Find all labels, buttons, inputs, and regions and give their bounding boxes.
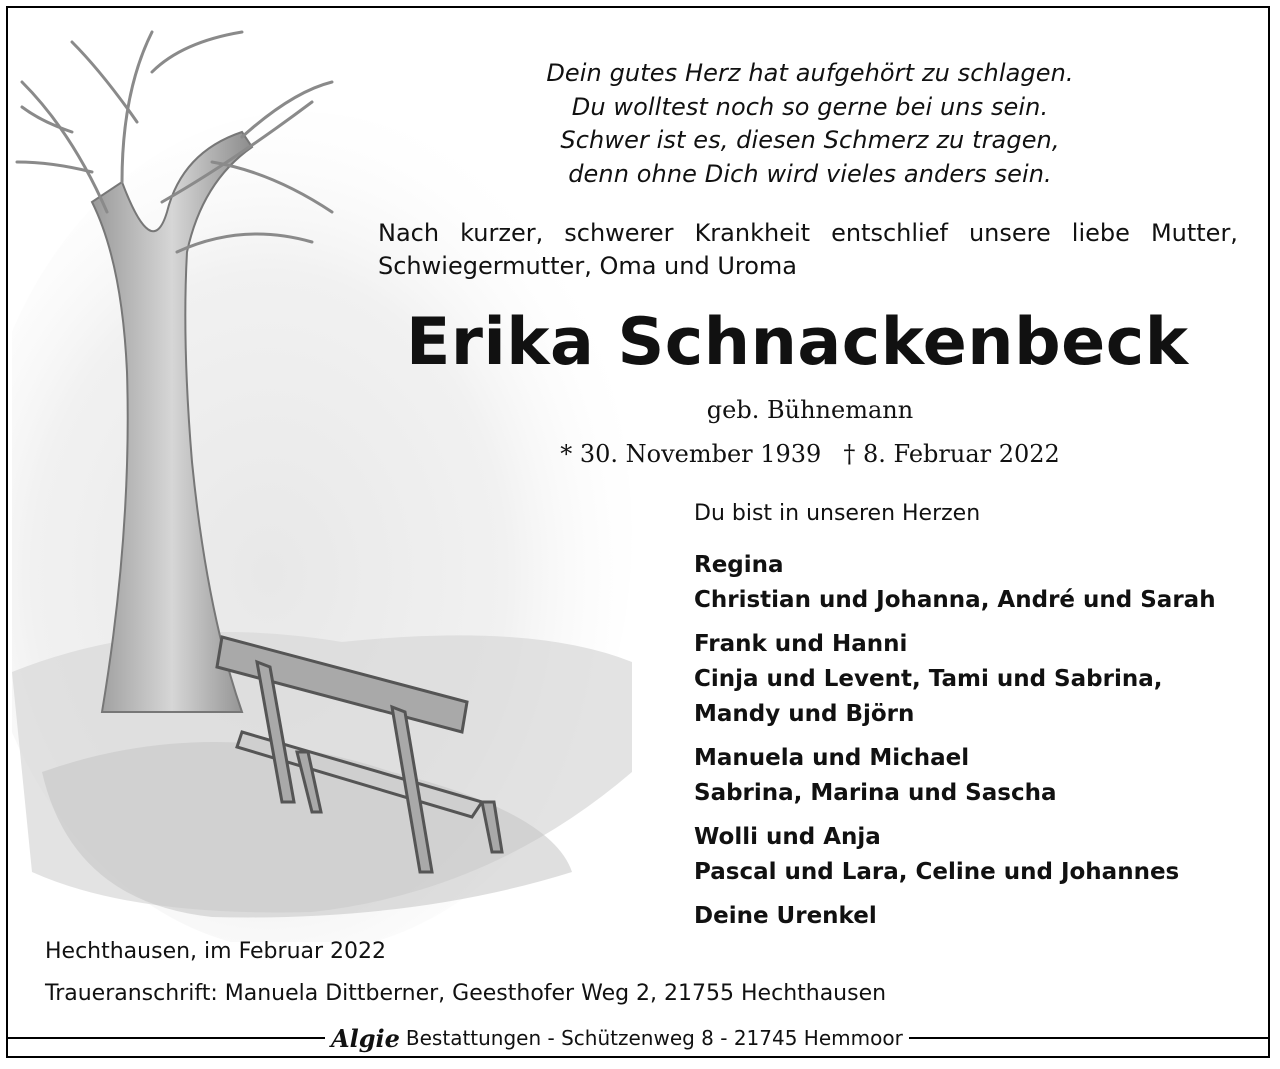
mourner-group [694,548,1216,618]
memorial-poem [520,57,1100,191]
death-date: † 8. Februar 2022 [843,440,1060,468]
mourner-line: Sabrina, Marina und Sascha [694,780,1057,806]
mourner-group [694,820,1216,890]
poem-line: Dein gutes Herz hat aufgehört zu schlagen. [546,59,1074,87]
funeral-home-logo: Algie [331,1023,400,1053]
word: Nach [378,219,440,247]
word: schwerer [564,219,674,247]
word: unsere [968,219,1051,247]
word: Mutter, [1150,219,1238,247]
mourning-address: Traueranschrift: Manuela Dittberner, Geesthofer Weg 2, 21755 Hechthausen [45,981,887,1006]
mourner-line: Manuela und Michael [694,745,970,771]
poem-line: Schwer ist es, diesen Schmerz zu tragen, [560,126,1060,154]
mourner-line: Mandy und Björn [694,701,915,727]
mourner-line: Frank und Hanni [694,631,908,657]
mourner-line: Pascal und Lara, Celine und Johannes [694,859,1180,885]
deceased-name: Erika Schnackenbeck [406,305,1189,380]
birth-date: * 30. November 1939 [560,440,822,468]
word: Krankheit [694,219,811,247]
mourner-line: Wolli und Anja [694,824,881,850]
mourner-line: Regina [694,552,784,578]
announcement-line-2: Schwiegermutter, Oma und Uroma [378,252,798,280]
word: liebe [1071,219,1130,247]
funeral-home-footer [325,1023,909,1053]
announcement-text [378,217,1238,283]
place-and-date: Hechthausen, im Februar 2022 [45,939,387,964]
word: kurzer, [460,219,544,247]
maiden-name: geb. Bühnemann [706,396,914,424]
mourner-line: Christian und Johanna, André und Sarah [694,587,1216,613]
mourner-line: Deine Urenkel [694,903,877,929]
poem-line: Du wolltest noch so gerne bei uns sein. [571,92,1049,121]
mourner-group [694,627,1216,732]
funeral-home-address: Bestattungen - Schützenweg 8 - 21745 Hemmoor [405,1026,903,1050]
word: entschlief [831,219,948,247]
mourner-group [694,899,1216,934]
announcement-line-1 [378,217,1238,250]
poem-line: denn ohne Dich wird vieles anders sein. [568,159,1052,188]
mourner-group [694,741,1216,811]
life-dates [550,440,1070,468]
mourners-list [694,548,1216,943]
family-subtitle: Du bist in unseren Herzen [694,501,981,526]
mourner-line: Cinja und Levent, Tami und Sabrina, [694,666,1163,692]
